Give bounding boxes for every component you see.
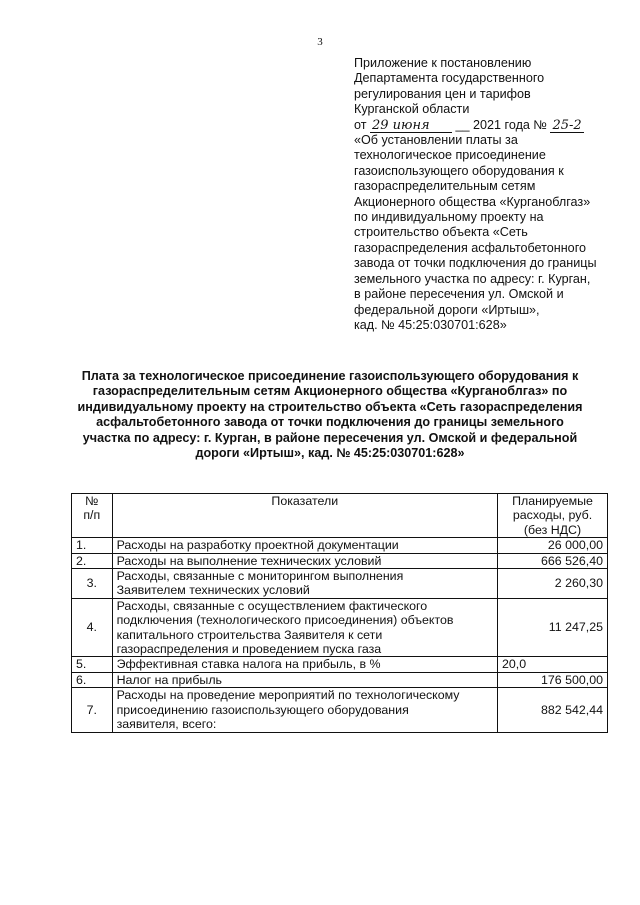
- appendix-subject-line: завода от точки подключения до границы: [354, 256, 597, 271]
- indicator-line: Расходы на выполнение технических условий: [116, 553, 382, 568]
- indicator-line: Налог на прибыль: [116, 672, 223, 687]
- appendix-subject-line: газораспределения асфальтобетонного: [354, 240, 587, 255]
- header-num: [72, 494, 113, 538]
- header-value-line: Планируемые: [512, 494, 593, 508]
- row-value: 26 000,00: [498, 538, 608, 553]
- appendix-subject-line: строительство объекта «Сеть: [354, 225, 528, 240]
- row-number: 3.: [72, 569, 113, 599]
- row-value: 666 526,40: [498, 553, 608, 568]
- appendix-line: Курганской области: [354, 102, 470, 117]
- appendix-subject-line: Акционерного общества «Курганоблгаз»: [354, 194, 591, 209]
- row-value: 882 542,44: [498, 688, 608, 732]
- row-number: 7.: [72, 688, 113, 732]
- header-value-line: расходы, руб.: [512, 508, 593, 523]
- document-title: [60, 369, 600, 461]
- header-value: [498, 494, 608, 538]
- header-value-line: (без НДС): [523, 522, 582, 537]
- row-indicator: [112, 688, 497, 732]
- table-row: [72, 657, 608, 672]
- appendix-subject-line: газораспределительным сетям: [354, 179, 536, 194]
- title-line: индивидуальному проекту на строительство объекта «Сеть газораспределения: [77, 399, 583, 414]
- indicator-line: присоединению газоиспользующего оборудования: [116, 702, 409, 717]
- appendix-line: Департамента государственного: [354, 71, 545, 86]
- row-value: 176 500,00: [498, 672, 608, 687]
- indicator-line: заявителя, всего:: [116, 717, 217, 732]
- row-number: 5.: [72, 657, 113, 672]
- row-number: 1.: [72, 538, 113, 553]
- header-num-line: п/п: [83, 508, 101, 523]
- table-header-row: [72, 494, 608, 538]
- indicator-line: Расходы на разработку проектной документации: [116, 538, 399, 553]
- appendix-subject-line: технологическое присоединение: [354, 148, 546, 163]
- indicator-line: Эффективная ставка налога на прибыль, в %: [116, 657, 381, 672]
- indicator-line: Расходы на проведение мероприятий по технологическому: [116, 688, 460, 703]
- row-indicator: [112, 672, 497, 687]
- indicator-line: капитального строительства Заявителя к сети: [116, 627, 383, 642]
- appendix-block: [354, 56, 624, 333]
- appendix-subject-line: в районе пересечения ул. Омской и: [354, 287, 564, 302]
- title-line: газораспределительным сетям Акционерного общества «Курганоблгаз» по: [92, 384, 568, 399]
- row-value: 2 260,30: [498, 569, 608, 599]
- indicator-line: газораспределения и проведением пуска газа: [116, 642, 382, 657]
- header-indicator: Показатели: [112, 494, 497, 538]
- title-line: асфальтобетонного завода от точки подключения до границы земельного: [96, 415, 564, 430]
- row-indicator: [112, 553, 497, 568]
- table-row: [72, 538, 608, 553]
- indicator-line: Заявителем технических условий: [116, 583, 310, 598]
- date-prefix: от: [354, 117, 367, 132]
- row-value: 11 247,25: [498, 598, 608, 657]
- row-indicator: [112, 538, 497, 553]
- handwritten-number: 25-2: [550, 119, 584, 133]
- year-text: 2021 года №: [473, 117, 547, 132]
- header-num-line: №: [85, 494, 99, 508]
- row-indicator: [112, 657, 497, 672]
- row-number: 4.: [72, 598, 113, 657]
- tariff-table: [71, 493, 608, 733]
- appendix-line: регулирования цен и тарифов: [354, 86, 531, 101]
- indicator-line: подключения (технологического присоединения) объектов: [116, 613, 454, 628]
- page-number: 3: [317, 36, 323, 48]
- appendix-subject-line: кад. № 45:25:030701:628»: [354, 317, 507, 332]
- indicator-line: Расходы, связанные с мониторингом выполнения: [116, 569, 404, 584]
- row-value: 20,0: [498, 657, 608, 672]
- table-row: [72, 598, 608, 657]
- row-number: 2.: [72, 553, 113, 568]
- appendix-line: Приложение к постановлению: [354, 56, 532, 70]
- table-row: [72, 569, 608, 599]
- appendix-subject-line: по индивидуальному проекту на: [354, 210, 544, 225]
- date-gap: __: [455, 117, 470, 132]
- row-indicator: [112, 598, 497, 657]
- title-line: Плата за технологическое присоединение газоиспользующего оборудования к: [81, 369, 579, 383]
- appendix-subject-line: газоиспользующего оборудования к: [354, 163, 564, 178]
- appendix-subject-line: земельного участка по адресу: г. Курган,: [354, 271, 591, 286]
- row-indicator: [112, 569, 497, 599]
- table-row: [72, 672, 608, 687]
- table-row: [72, 553, 608, 568]
- title-line: участка по адресу: г. Курган, в районе пересечения ул. Омской и федеральной: [82, 430, 578, 445]
- appendix-date-line: [354, 118, 624, 133]
- appendix-subject-line: федеральной дороги «Иртыш»,: [354, 302, 540, 317]
- row-number: 6.: [72, 672, 113, 687]
- table-row: [72, 688, 608, 732]
- title-line: дороги «Иртыш», кад. № 45:25:030701:628»: [195, 446, 465, 461]
- handwritten-date: 29 июня: [370, 119, 452, 133]
- indicator-line: Расходы, связанные с осуществлением фактического: [116, 598, 428, 613]
- appendix-subject-line: «Об установлении платы за: [354, 133, 518, 148]
